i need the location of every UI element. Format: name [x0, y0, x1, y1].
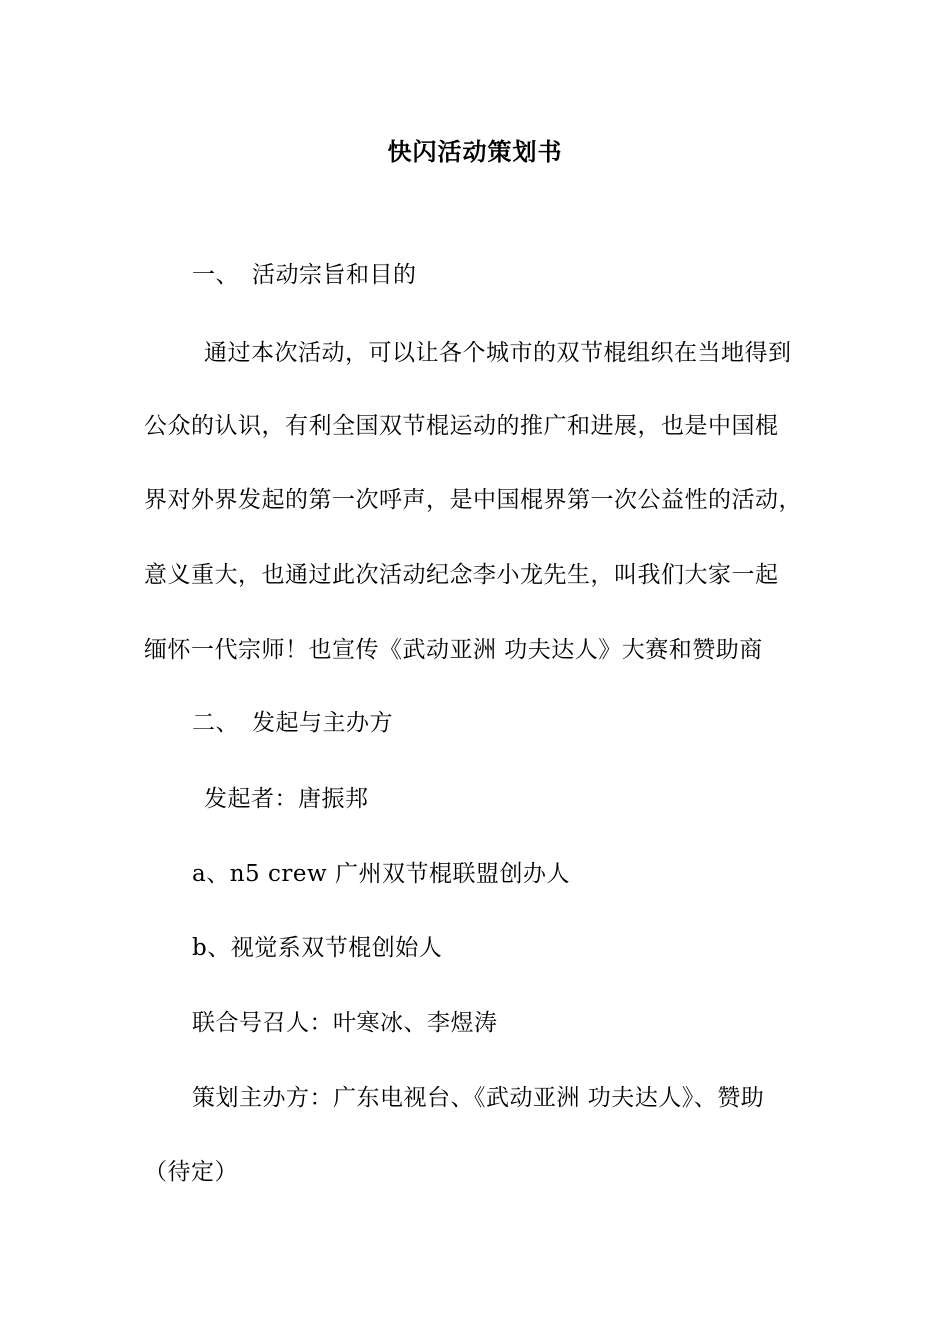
section-2-number: 二、 [192, 710, 239, 736]
organizer-line-continued: （待定） [144, 1159, 238, 1185]
section-1-heading [192, 257, 417, 293]
section-2-title: 发起与主办方 [252, 710, 393, 736]
document-title: 快闪活动策划书 [387, 137, 563, 166]
organizer-line: 策划主办方：广东电视台、《武动亚洲 功夫达人》、赞助 [192, 1085, 765, 1111]
initiator-item-b: b、视觉系双节棍创始人 [192, 935, 443, 961]
paragraph-line: 意义重大，也通过此次活动纪念李小龙先生，叫我们大家一起 [144, 562, 779, 588]
co-initiators-line: 联合号召人：叶寒冰、李煜涛 [192, 1010, 498, 1036]
initiator-line: 发起者：唐振邦 [204, 786, 369, 812]
section-1-title: 活动宗旨和目的 [252, 262, 417, 288]
paragraph-line: 通过本次活动，可以让各个城市的双节棍组织在当地得到 [204, 340, 792, 366]
initiator-item-a: a、n5 crew 广州双节棍联盟创办人 [192, 861, 570, 887]
section-2-heading [192, 705, 393, 741]
paragraph-line: 界对外界发起的第一次呼声，是中国棍界第一次公益性的活动， [144, 487, 802, 513]
paragraph-line: 缅怀一代宗师！也宣传《武动亚洲 功夫达人》大赛和赞助商 [144, 637, 763, 663]
section-1-number: 一、 [192, 262, 239, 288]
paragraph-line: 公众的认识，有利全国双节棍运动的推广和进展，也是中国棍 [144, 413, 779, 439]
